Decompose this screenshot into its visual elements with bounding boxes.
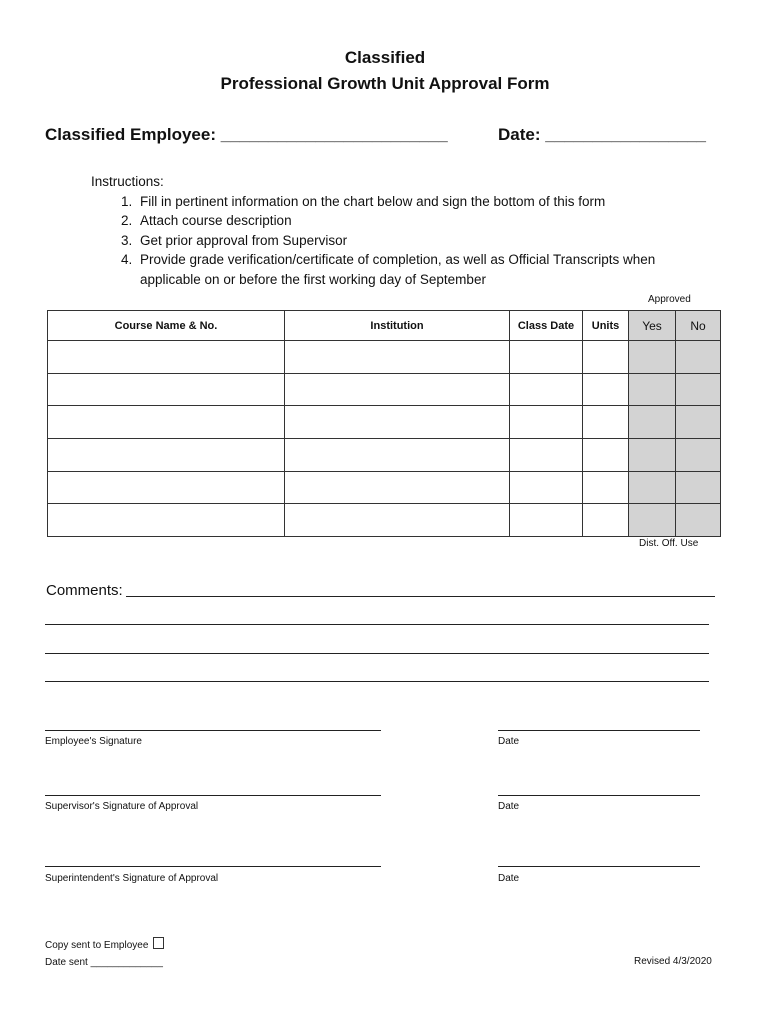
date-blank: _________________ xyxy=(545,125,706,144)
col-header-no: No xyxy=(676,311,721,341)
table-row xyxy=(48,504,721,537)
superintendent-signature-label: Superintendent's Signature of Approval xyxy=(45,873,219,884)
institution-cell[interactable] xyxy=(285,406,510,439)
course-cell[interactable] xyxy=(48,406,285,439)
table-row xyxy=(48,471,721,504)
superintendent-date-label: Date xyxy=(498,873,520,884)
instructions xyxy=(91,172,681,289)
superintendent-date-line[interactable] xyxy=(498,866,700,867)
form-title-line1: Classified xyxy=(344,48,426,67)
no-cell xyxy=(676,438,721,471)
no-cell xyxy=(676,406,721,439)
date-label: Date: xyxy=(498,125,541,144)
course-cell[interactable] xyxy=(48,341,285,374)
units-cell[interactable] xyxy=(583,504,629,537)
form-title-line2: Professional Growth Unit Approval Form xyxy=(220,74,550,93)
instruction-item: 2. Attach course description xyxy=(136,211,681,231)
course-cell[interactable] xyxy=(48,471,285,504)
class-date-cell[interactable] xyxy=(510,341,583,374)
no-cell xyxy=(676,341,721,374)
yes-cell xyxy=(629,406,676,439)
yes-cell xyxy=(629,471,676,504)
class-date-cell[interactable] xyxy=(510,406,583,439)
class-date-cell[interactable] xyxy=(510,438,583,471)
no-cell xyxy=(676,504,721,537)
col-header-institution: Institution xyxy=(285,311,510,341)
institution-cell[interactable] xyxy=(285,438,510,471)
units-cell[interactable] xyxy=(583,471,629,504)
no-cell xyxy=(676,471,721,504)
date-sent-label: Date sent _____________ xyxy=(45,957,163,968)
table-header-row xyxy=(48,311,721,341)
yes-cell xyxy=(629,504,676,537)
course-cell[interactable] xyxy=(48,373,285,406)
approved-label: Approved xyxy=(648,294,691,305)
comments-line[interactable] xyxy=(45,681,709,682)
institution-cell[interactable] xyxy=(285,341,510,374)
yes-cell xyxy=(629,373,676,406)
employee-blank: ________________________ xyxy=(220,125,448,144)
table-row xyxy=(48,373,721,406)
copy-sent-checkbox[interactable] xyxy=(153,937,164,949)
district-office-use-label: Dist. Off. Use xyxy=(639,538,699,549)
employee-signature-label: Employee's Signature xyxy=(45,736,142,747)
course-cell[interactable] xyxy=(48,438,285,471)
table-row xyxy=(48,341,721,374)
instructions-heading: Instructions: xyxy=(91,174,164,189)
units-cell[interactable] xyxy=(583,438,629,471)
employee-date-label: Date xyxy=(498,736,520,747)
supervisor-date-label: Date xyxy=(498,801,520,812)
instruction-item: 1. Fill in pertinent information on the chart below and sign the bottom of this form xyxy=(136,192,681,212)
revised-label: Revised 4/3/2020 xyxy=(634,956,712,967)
yes-cell xyxy=(629,341,676,374)
course-table xyxy=(47,310,721,537)
institution-cell[interactable] xyxy=(285,373,510,406)
units-cell[interactable] xyxy=(583,341,629,374)
date-field[interactable] xyxy=(498,125,706,145)
institution-cell[interactable] xyxy=(285,504,510,537)
table-row xyxy=(48,438,721,471)
col-header-course: Course Name & No. xyxy=(48,311,285,341)
class-date-cell[interactable] xyxy=(510,504,583,537)
instruction-item: 3. Get prior approval from Supervisor xyxy=(136,231,681,251)
class-date-cell[interactable] xyxy=(510,373,583,406)
supervisor-date-line[interactable] xyxy=(498,795,700,796)
class-date-cell[interactable] xyxy=(510,471,583,504)
comments-label: Comments: xyxy=(46,582,123,599)
comments-line[interactable] xyxy=(45,624,709,625)
instruction-item: 4. Provide grade verification/certificate of completion, as well as Official Transcripts when applicable on or before the first working day of September xyxy=(136,250,681,289)
comments-line[interactable] xyxy=(45,653,709,654)
table-row xyxy=(48,406,721,439)
course-cell[interactable] xyxy=(48,504,285,537)
col-header-yes: Yes xyxy=(629,311,676,341)
employee-label: Classified Employee: xyxy=(45,125,217,144)
copy-sent-label: Copy sent to Employee xyxy=(45,940,149,951)
superintendent-signature-line[interactable] xyxy=(45,866,381,867)
units-cell[interactable] xyxy=(583,406,629,439)
copy-sent-row xyxy=(45,937,164,951)
units-cell[interactable] xyxy=(583,373,629,406)
employee-field[interactable] xyxy=(45,125,448,145)
col-header-class-date: Class Date xyxy=(510,311,583,341)
supervisor-signature-label: Supervisor's Signature of Approval xyxy=(45,801,199,812)
employee-signature-line[interactable] xyxy=(45,730,381,731)
no-cell xyxy=(676,373,721,406)
comments-line[interactable] xyxy=(126,596,715,597)
employee-date-line[interactable] xyxy=(498,730,700,731)
supervisor-signature-line[interactable] xyxy=(45,795,381,796)
institution-cell[interactable] xyxy=(285,471,510,504)
yes-cell xyxy=(629,438,676,471)
col-header-units: Units xyxy=(583,311,629,341)
instructions-list xyxy=(91,192,681,290)
